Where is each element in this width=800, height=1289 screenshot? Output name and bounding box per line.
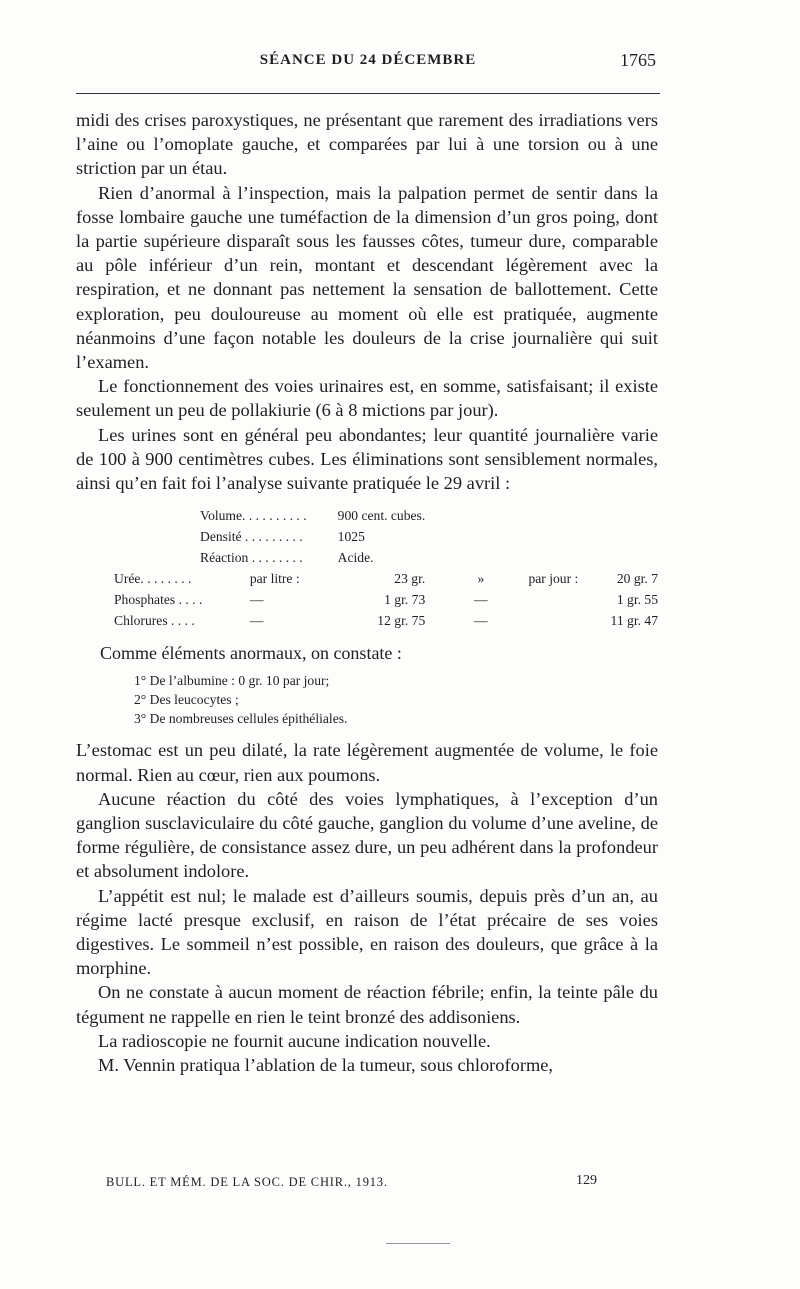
day-value: 11 gr. 47 <box>610 613 658 629</box>
per-litre: — <box>249 592 264 608</box>
table-row <box>114 505 658 526</box>
running-header <box>78 52 658 76</box>
table-row <box>114 568 658 589</box>
per-litre: par litre : <box>249 571 300 587</box>
anomalies-heading: Comme éléments anormaux, on constate : <box>100 643 402 664</box>
day-value: 20 gr. 7 <box>616 571 658 587</box>
footer <box>106 1175 606 1190</box>
signature-number: 129 <box>576 1173 597 1188</box>
separator: — <box>474 613 488 629</box>
row-label: Réaction . . . . . . . . <box>200 550 303 566</box>
table-row <box>114 610 658 631</box>
journal-reference: BULL. ET MÉM. DE LA SOC. DE CHIR., 1913. <box>106 1175 388 1189</box>
paragraph: L’estomac est un peu dilaté, la rate légèrement augmentée de volume, le foie normal. Rien au cœur, rien aux poumons. <box>76 740 658 785</box>
running-title: SÉANCE DU 24 DÉCEMBRE <box>259 52 477 68</box>
table-row <box>114 589 658 610</box>
urine-analysis-table <box>114 505 658 631</box>
litre-value: 12 gr. 75 <box>377 613 426 629</box>
paragraph: L’appétit est nul; le malade est d’ailleurs soumis, depuis près d’un an, au régime lacté presque exclusif, en raison de l’état précaire de ses voies digestives. Le sommeil n’est possible, en raison des douleurs, que grâce à la morphine. <box>76 885 658 979</box>
table-row <box>114 547 658 568</box>
row-label: Urée. . . . . . . . <box>114 571 192 587</box>
separator: — <box>474 592 488 608</box>
page-number: 1765 <box>620 50 656 70</box>
litre-value: 23 gr. <box>394 571 426 587</box>
litre-value: 1 gr. 73 <box>384 592 426 608</box>
paragraph: On ne constate à aucun moment de réaction fébrile; enfin, la teinte pâle du tégument ne rappelle en rien le teint bronzé des addisoniens. <box>76 982 658 1027</box>
per-day: par jour : <box>528 571 579 587</box>
paragraph: La radioscopie ne fournit aucune indication nouvelle. <box>98 1030 491 1051</box>
per-litre: — <box>249 613 264 629</box>
per-day <box>528 589 578 610</box>
paragraph: Rien d’anormal à l’inspection, mais la palpation permet de sentir dans la fosse lombaire gauche une tuméfaction de la dimension d’un gros poing, dont la partie supérieure disparaît sous les fausses côtes, tumeur dure, comparable au pôle inférieur d’un rein, montant et descendant légèrement avec la respiration, et ne donnant pas nettement la sensation de ballottement. Cette exploration, peu douloureuse au moment où elle est pratiquée, augmente néanmoins d’une façon notable les douleurs de la crise journalière qui suit l’examen. <box>76 182 658 373</box>
bottom-rule <box>386 1243 450 1244</box>
header-rule <box>76 93 660 94</box>
row-label: Chlorures . . . . <box>114 613 195 629</box>
row-label: Densité . . . . . . . . . <box>200 529 303 545</box>
row-label: Phosphates . . . . <box>114 592 203 608</box>
separator: » <box>477 571 485 587</box>
row-label: Volume. . . . . . . . . . <box>200 508 307 524</box>
list-item: 2° Des leucocytes ; <box>134 692 239 708</box>
anomalies-list <box>134 671 658 728</box>
row-value: Acide. <box>337 550 374 566</box>
paragraph: M. Vennin pratiqua l’ablation de la tumeur, sous chloroforme, <box>98 1055 554 1076</box>
paragraph: Aucune réaction du côté des voies lymphatiques, à l’exception d’un ganglion susclaviculaire du côté gauche, ganglion du volume d’une aveline, de forme régulière, de consistance assez dure, un peu adhérent dans la profondeur et absolument indolore. <box>76 788 658 882</box>
per-day <box>528 610 578 631</box>
paragraph: Le fonctionnement des voies urinaires est, en somme, satisfaisant; il existe seulement un peu de pollakiurie (6 à 8 mictions par jour). <box>76 376 658 421</box>
table-row <box>114 526 658 547</box>
paragraph: Les urines sont en général peu abondantes; leur quantité journalière varie de 100 à 900 centimètres cubes. Les éliminations sont sensiblement normales, ainsi qu’en fait foi l’analyse suivante pratiquée le 29 avril : <box>76 424 658 494</box>
row-value: 900 cent. cubes. <box>337 508 426 524</box>
paragraph: midi des crises paroxystiques, ne présentant que rarement des irradiations vers l’aine ou l’omoplate gauche, et comparées par lui à une torsion ou à une striction par un étau. <box>76 110 658 179</box>
list-item: 3° De nombreuses cellules épithéliales. <box>134 711 348 727</box>
row-value: 1025 <box>337 529 365 545</box>
list-item: 1° De l’albumine : 0 gr. 10 par jour; <box>134 673 330 689</box>
day-value: 1 gr. 55 <box>616 592 658 608</box>
body-text <box>76 108 658 1077</box>
